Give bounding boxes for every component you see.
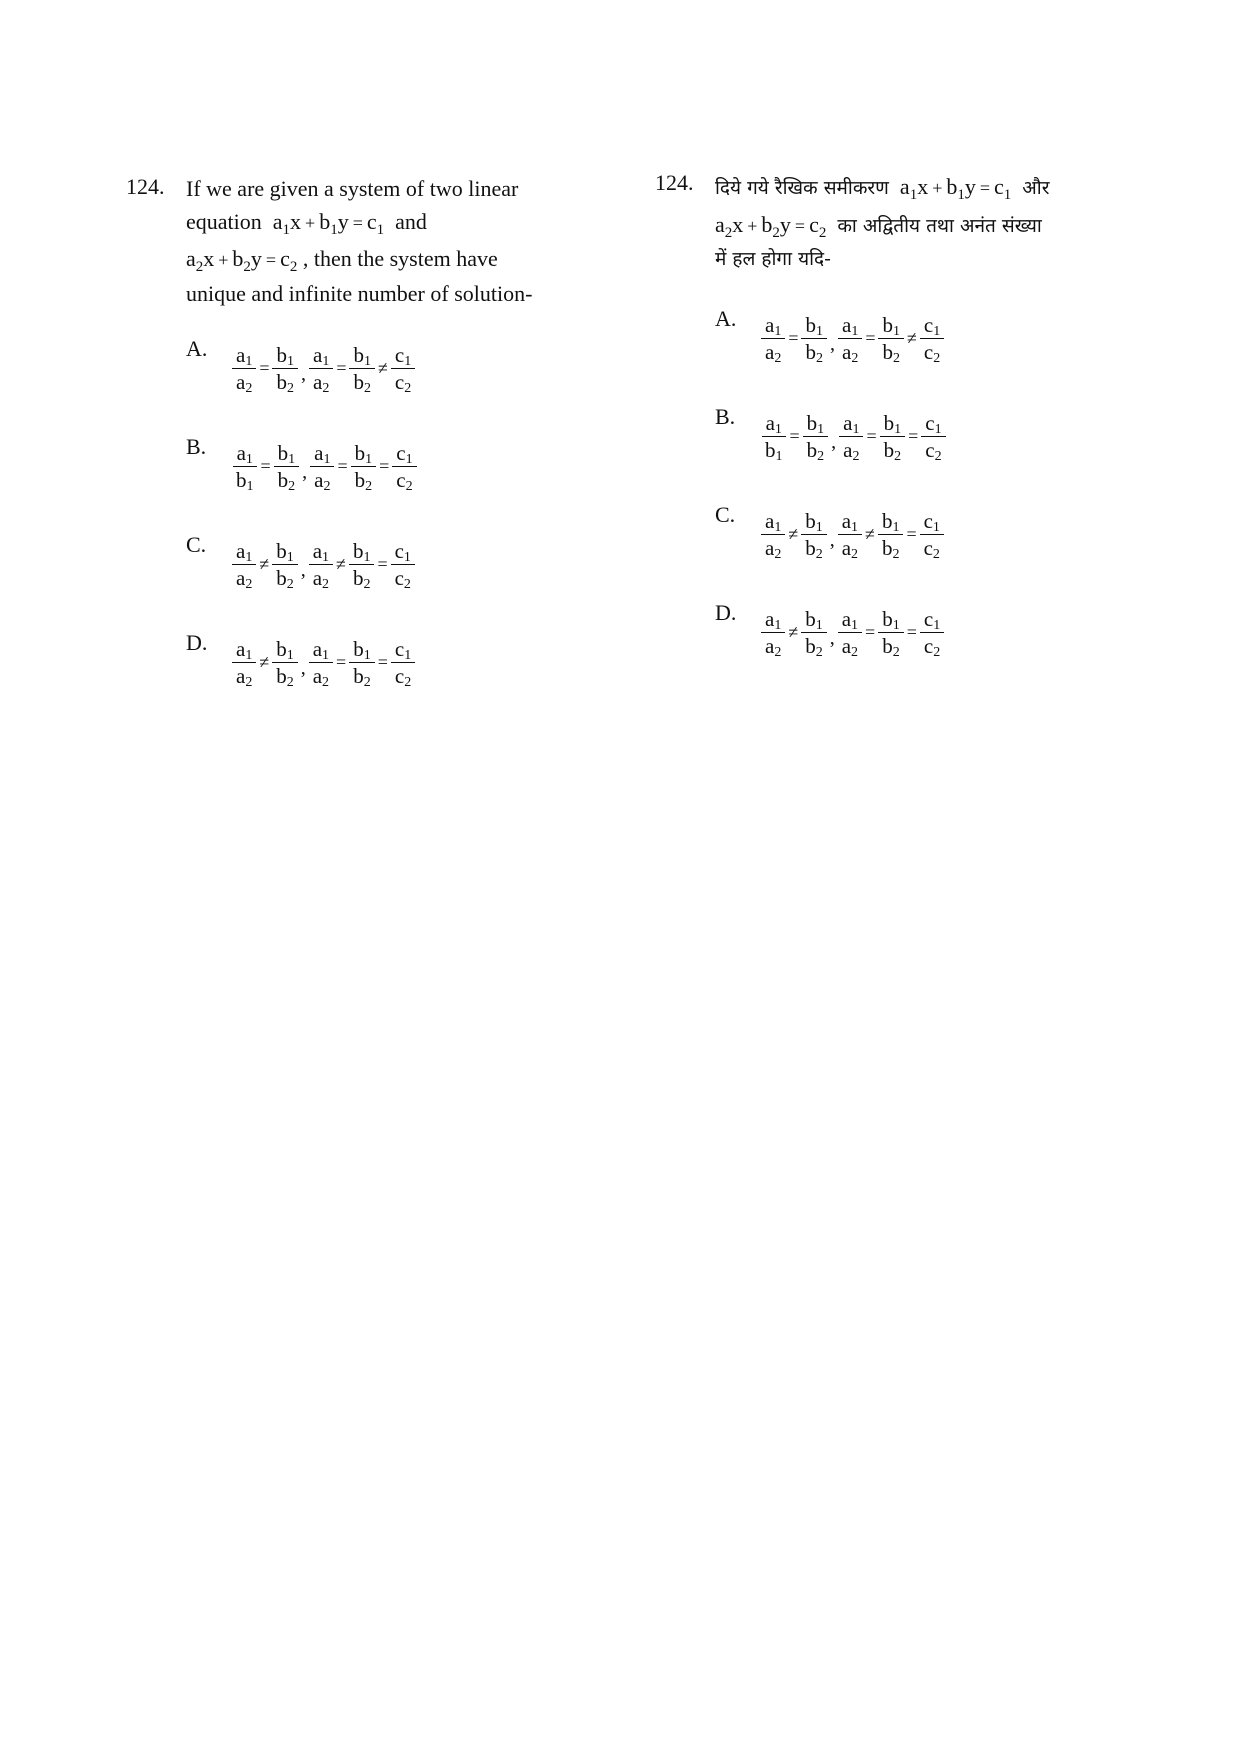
denominator: $b_2$ (276, 663, 294, 690)
relation-symbol: = (788, 327, 799, 348)
relation-symbol: ≠ (259, 553, 270, 574)
denominator: $b_2$ (805, 339, 823, 366)
denominator: $b_2$ (806, 437, 825, 464)
english-question (126, 172, 626, 310)
fraction (232, 636, 256, 689)
fraction (391, 636, 415, 689)
relation-symbol: = (259, 357, 270, 378)
denominator: $b_2$ (882, 339, 900, 366)
fraction (838, 312, 862, 365)
numerator: $b_1$ (272, 538, 298, 565)
relation-symbol: ≠ (377, 357, 388, 378)
option[interactable] (655, 306, 1155, 404)
fraction (310, 440, 334, 493)
option-expression (230, 338, 417, 398)
numerator: $a_1$ (310, 440, 334, 467)
denominator: $c_2$ (394, 565, 411, 592)
option[interactable] (655, 502, 1155, 600)
numerator: $b_1$ (349, 636, 375, 663)
fraction (878, 312, 904, 365)
fraction (880, 410, 906, 463)
numerator: $b_1$ (801, 606, 827, 633)
denominator: $a_2$ (312, 663, 330, 690)
numerator: $a_1$ (838, 606, 862, 633)
numerator: $c_1$ (392, 440, 416, 467)
fraction (801, 606, 827, 659)
relation-symbol: = (377, 651, 388, 672)
option-label: B. (715, 404, 736, 429)
numerator: $b_1$ (272, 636, 298, 663)
denominator: $a_2$ (236, 565, 253, 592)
relation-symbol: ≠ (788, 523, 799, 544)
numerator: $c_1$ (920, 312, 944, 339)
relation-symbol: = (865, 327, 876, 348)
fraction (272, 342, 298, 395)
fraction (309, 538, 333, 591)
fraction (838, 606, 862, 659)
question-number: 124. (655, 170, 694, 195)
numerator: $c_1$ (920, 508, 944, 535)
fraction (801, 508, 827, 561)
relation-symbol: ≠ (788, 621, 799, 642)
fraction (232, 538, 256, 591)
option[interactable] (126, 434, 626, 532)
comma: , (300, 362, 306, 385)
stem-line-1: दिये गये रैखिक समीकरण $a_1x + b_1y = c_1$ और (715, 174, 1050, 203)
denominator: $a_2$ (312, 369, 330, 396)
numerator: $b_1$ (803, 410, 829, 437)
denominator: $a_2$ (312, 565, 330, 592)
denominator: $b_2$ (354, 467, 373, 494)
fraction (391, 538, 415, 591)
numerator: $a_1$ (838, 312, 862, 339)
option[interactable] (655, 600, 1155, 698)
equation-1: $a_1x + b_1y = c_1$ (272, 209, 385, 238)
denominator: $b_2$ (882, 633, 900, 660)
numerator: $a_1$ (232, 342, 256, 369)
option-label: A. (186, 336, 208, 361)
relation-symbol: ≠ (336, 553, 346, 574)
relation-symbol: = (866, 425, 877, 446)
option-expression (759, 504, 946, 564)
fraction (761, 312, 785, 365)
denominator: $a_2$ (765, 339, 782, 366)
fraction (309, 342, 333, 395)
fraction (232, 342, 256, 395)
numerator: $a_1$ (309, 636, 333, 663)
denominator: $b_2$ (353, 369, 371, 396)
fraction (392, 440, 416, 493)
option-expression (759, 602, 946, 662)
comma: , (829, 528, 835, 551)
denominator: $b_1$ (236, 467, 254, 494)
denominator: $a_2$ (841, 339, 859, 366)
numerator: $a_1$ (761, 606, 785, 633)
option-label: D. (186, 630, 208, 655)
denominator: $b_2$ (352, 565, 371, 592)
denominator: $c_2$ (923, 633, 941, 660)
denominator: $c_2$ (394, 369, 412, 396)
denominator: $a_2$ (236, 369, 253, 396)
denominator: $a_2$ (841, 633, 859, 660)
option-label: A. (715, 306, 737, 331)
stem-line-2: equation $a_1x + b_1y = c_1$ and (186, 209, 427, 238)
numerator: $a_1$ (839, 410, 863, 437)
question-number: 124. (126, 174, 165, 199)
option-label: C. (186, 532, 207, 557)
fraction (309, 636, 333, 689)
denominator: $b_2$ (276, 369, 294, 396)
comma: , (300, 558, 306, 581)
equation-1: $a_1x + b_1y = c_1$ (899, 174, 1012, 203)
option[interactable] (126, 336, 626, 434)
relation-symbol: ≠ (906, 327, 917, 348)
fraction (349, 342, 375, 395)
relation-symbol: = (336, 651, 347, 672)
fraction (878, 508, 904, 561)
option-label: C. (715, 502, 736, 527)
fraction (838, 508, 862, 561)
fraction (920, 312, 944, 365)
numerator: $b_1$ (274, 440, 300, 467)
denominator: $c_2$ (923, 535, 940, 562)
fraction (761, 508, 785, 561)
numerator: $b_1$ (878, 508, 904, 535)
denominator: $a_2$ (843, 437, 860, 464)
option-expression (230, 436, 419, 496)
comma: , (300, 656, 306, 679)
option-label: B. (186, 434, 207, 459)
relation-symbol: = (260, 455, 271, 476)
hindi-question-column (655, 170, 1155, 698)
english-options (126, 336, 626, 728)
numerator: $b_1$ (880, 410, 906, 437)
stem-line-3: $a_2x + b_2y = c_2$ , then the system have (186, 246, 498, 275)
fraction (801, 312, 827, 365)
fraction (878, 606, 904, 659)
relation-symbol: = (906, 621, 917, 642)
fraction (349, 636, 375, 689)
comma: , (831, 430, 837, 453)
denominator: $b_2$ (353, 663, 371, 690)
comma: , (829, 626, 835, 649)
numerator: $a_1$ (761, 508, 785, 535)
numerator: $b_1$ (351, 440, 377, 467)
denominator: $b_1$ (765, 437, 783, 464)
fraction (351, 440, 377, 493)
fraction (920, 606, 944, 659)
denominator: $c_2$ (925, 437, 942, 464)
numerator: $a_1$ (762, 410, 786, 437)
equation-2: $a_2x + b_2y = c_2$ (715, 212, 827, 241)
relation-symbol: ≠ (259, 651, 270, 672)
numerator: $a_1$ (838, 508, 862, 535)
numerator: $b_1$ (349, 342, 375, 369)
fraction (272, 636, 298, 689)
numerator: $b_1$ (801, 508, 827, 535)
numerator: $a_1$ (233, 440, 257, 467)
comma: , (302, 460, 308, 483)
option-expression (759, 406, 948, 466)
numerator: $b_1$ (801, 312, 827, 339)
denominator: $a_2$ (765, 535, 782, 562)
relation-symbol: = (337, 455, 348, 476)
numerator: $c_1$ (920, 606, 944, 633)
option[interactable] (655, 404, 1155, 502)
denominator: $c_2$ (923, 339, 941, 366)
fraction (349, 538, 375, 591)
numerator: $c_1$ (391, 538, 415, 565)
english-question-column (126, 172, 626, 728)
denominator: $c_2$ (394, 663, 412, 690)
denominator: $c_2$ (396, 467, 413, 494)
denominator: $a_2$ (841, 535, 859, 562)
numerator: $a_1$ (761, 312, 785, 339)
denominator: $a_2$ (765, 633, 782, 660)
fraction (391, 342, 415, 395)
option[interactable] (126, 630, 626, 728)
numerator: $c_1$ (391, 636, 415, 663)
option[interactable] (126, 532, 626, 630)
fraction (761, 606, 785, 659)
option-label: D. (715, 600, 737, 625)
relation-symbol: = (906, 523, 917, 544)
relation-symbol: = (908, 425, 919, 446)
hindi-options (655, 306, 1155, 698)
stem-line-4: unique and infinite number of solution- (186, 281, 533, 306)
option-expression (230, 632, 417, 692)
relation-symbol: = (865, 621, 876, 642)
fraction (232, 440, 258, 493)
denominator: $b_2$ (883, 437, 902, 464)
fraction (803, 410, 829, 463)
denominator: $b_2$ (805, 633, 823, 660)
relation-symbol: = (789, 425, 800, 446)
relation-symbol: = (377, 553, 388, 574)
stem-line-1: If we are given a system of two linear (186, 176, 519, 201)
option-expression (230, 534, 417, 594)
relation-symbol: = (336, 357, 347, 378)
fraction (921, 410, 945, 463)
comma: , (829, 332, 835, 355)
relation-symbol: ≠ (865, 523, 875, 544)
fraction (920, 508, 944, 561)
numerator: $a_1$ (309, 538, 333, 565)
stem-line-3: में हल होगा यदि- (715, 248, 831, 270)
denominator: $b_2$ (276, 565, 294, 592)
numerator: $a_1$ (232, 636, 256, 663)
fraction (274, 440, 300, 493)
fraction (761, 410, 787, 463)
fraction (272, 538, 298, 591)
numerator: $c_1$ (921, 410, 945, 437)
denominator: $b_2$ (881, 535, 900, 562)
numerator: $a_1$ (309, 342, 333, 369)
relation-symbol: = (379, 455, 390, 476)
fraction (839, 410, 863, 463)
hindi-question (655, 170, 1155, 276)
denominator: $a_2$ (314, 467, 331, 494)
stem-line-2: $a_2x + b_2y = c_2$ का अद्वितीय तथा अनंत संख्या (715, 212, 1042, 241)
denominator: $b_2$ (277, 467, 296, 494)
equation-2: $a_2x + b_2y = c_2$ (186, 246, 298, 275)
numerator: $a_1$ (232, 538, 256, 565)
numerator: $b_1$ (349, 538, 375, 565)
option-expression (759, 308, 946, 368)
numerator: $b_1$ (272, 342, 298, 369)
denominator: $b_2$ (805, 535, 823, 562)
numerator: $b_1$ (878, 606, 904, 633)
numerator: $b_1$ (878, 312, 904, 339)
denominator: $a_2$ (236, 663, 253, 690)
numerator: $c_1$ (391, 342, 415, 369)
